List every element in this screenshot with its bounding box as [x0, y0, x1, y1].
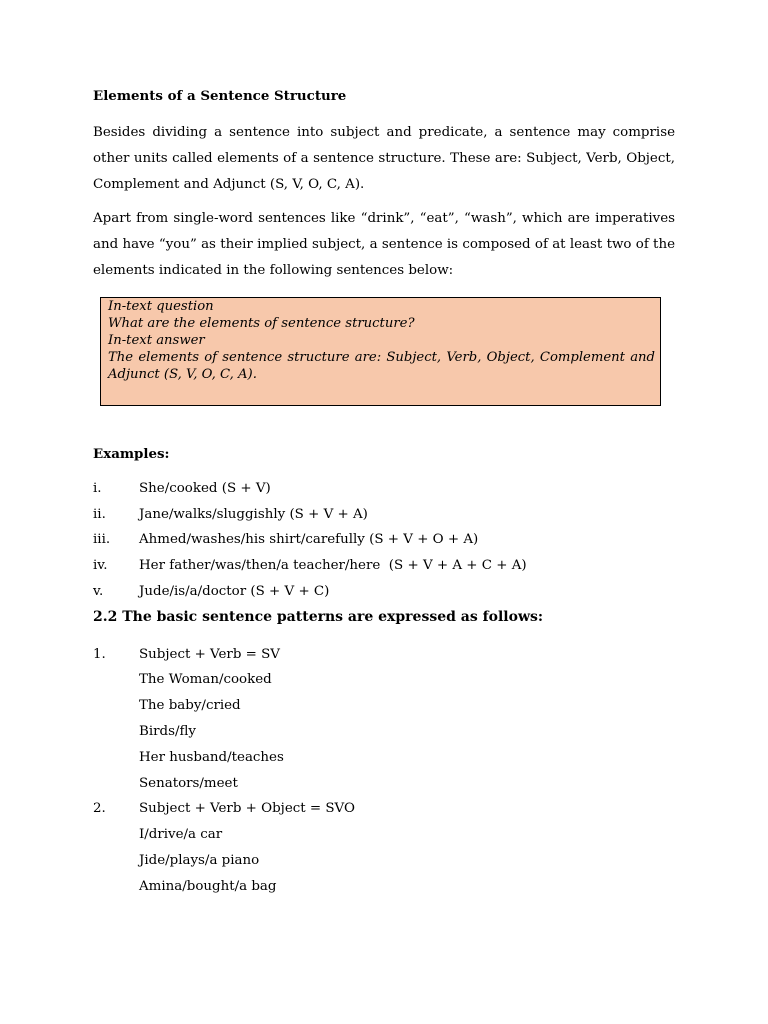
- answer-text: The elements of sentence structure are: Subject, Verb, Object, Complement and Adjunct (S, V, O, C, A).: [108, 349, 655, 382]
- section-heading: 2.2 The basic sentence patterns are expressed as follows:: [93, 608, 544, 625]
- pattern-title-row: [93, 796, 675, 822]
- list-item-text: She/cooked (S + V): [139, 480, 271, 496]
- list-item: [93, 502, 675, 528]
- list-marker: 1.: [93, 646, 106, 662]
- question-text: What are the elements of sentence structure?: [108, 315, 415, 331]
- pattern-example: Her husband/teaches: [139, 749, 284, 765]
- list-item: [93, 553, 675, 579]
- pattern-example: The baby/cried: [139, 698, 241, 714]
- document-page: [93, 86, 675, 900]
- list-marker: 2.: [93, 801, 106, 817]
- pattern-sv: [93, 642, 675, 797]
- list-item-text: Jane/walks/sluggishly (S + V + A): [139, 506, 368, 522]
- pattern-title-row: [93, 642, 675, 668]
- pattern-example: Amina/bought/a bag: [139, 878, 277, 894]
- pattern-example: I/drive/a car: [139, 827, 223, 843]
- list-marker: i.: [93, 480, 102, 496]
- examples-heading: Examples:: [93, 445, 170, 462]
- pattern-example: Senators/meet: [139, 775, 238, 791]
- paragraph-intro: Besides dividing a sentence into subject and predicate, a sentence may comprise other units called elements of a sentence structure. These are: Subject, Verb, Object, Complement and Adjunct (S, V, O, C, A).: [93, 125, 675, 192]
- answer-label: In-text answer: [108, 332, 205, 348]
- list-item: [93, 527, 675, 553]
- pattern-example: The Woman/cooked: [139, 672, 272, 688]
- pattern-example: Birds/fly: [139, 723, 196, 739]
- paragraph-elements: Apart from single-word sentences like “drink”, “eat”, “wash”, which are imperatives and have “you” as their implied subject, a sentence is composed of at least two of the elements indicated in the following sentences below:: [93, 211, 675, 278]
- pattern-title: Subject + Verb = SV: [139, 646, 280, 662]
- list-marker: iii.: [93, 532, 111, 548]
- list-item-text: Jude/is/a/doctor (S + V + C): [139, 583, 330, 599]
- pattern-example: Jide/plays/a piano: [139, 852, 260, 868]
- list-item: [93, 579, 675, 605]
- in-text-qa-box: [100, 297, 661, 406]
- list-marker: ii.: [93, 506, 106, 522]
- list-marker: iv.: [93, 558, 108, 574]
- pattern-title: Subject + Verb + Object = SVO: [139, 801, 355, 817]
- list-marker: v.: [93, 583, 104, 599]
- list-item: [93, 476, 675, 502]
- document-heading: Elements of a Sentence Structure: [93, 88, 347, 104]
- list-item-text: Her father/was/then/a teacher/here (S + V + A + C + A): [139, 558, 527, 574]
- pattern-svo: [93, 796, 675, 899]
- examples-list: [93, 476, 675, 605]
- question-label: In-text question: [108, 298, 214, 314]
- list-item-text: Ahmed/washes/his shirt/carefully (S + V + O + A): [139, 532, 479, 548]
